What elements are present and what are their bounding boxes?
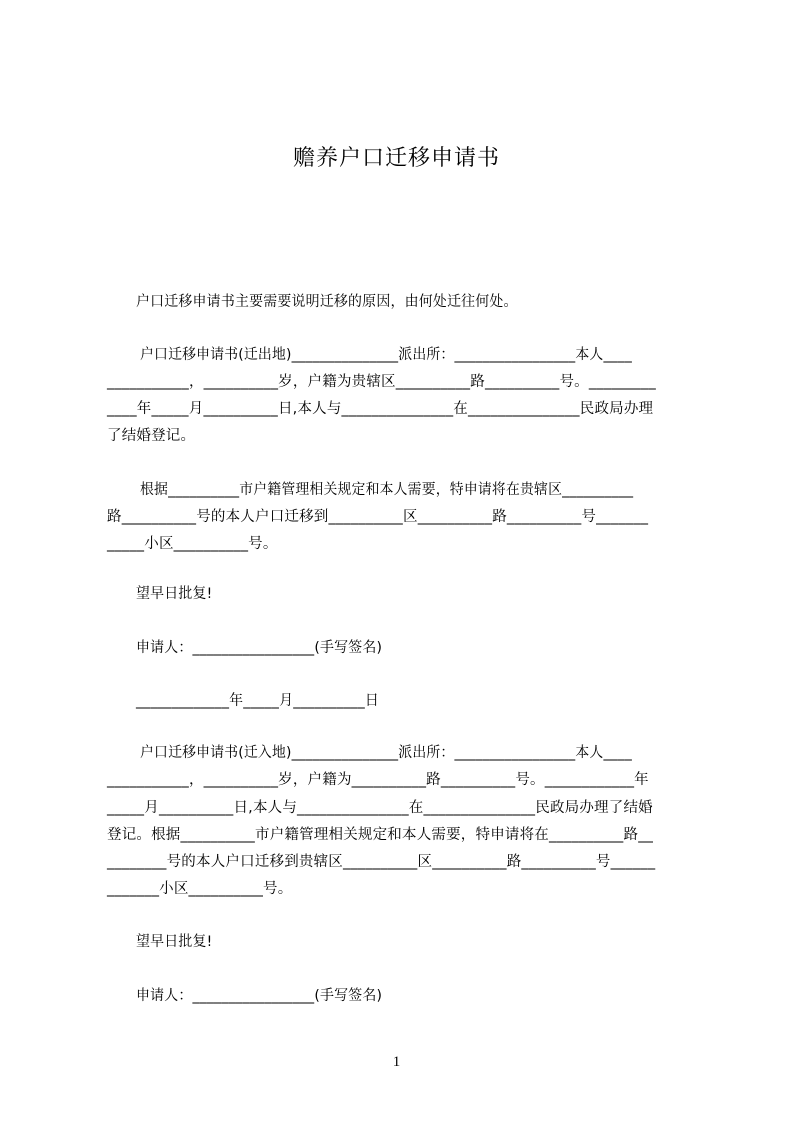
in-line-6: _______小区__________号。 [107, 881, 293, 897]
in-applicant-line: 申请人：_________________(手写签名) [136, 988, 383, 1004]
in-line-5: ________号的本人户口迁移到贵辖区__________区__________路__________号______ [107, 854, 656, 870]
out-basis-line-2: 路__________号的本人户口迁移到__________区__________路__________号_______ [107, 509, 649, 525]
in-line-3: _____月__________日,本人与_______________在_______________民政局办理了结婚 [107, 800, 653, 816]
intro-paragraph: 户口迁移申请书主要需要说明迁移的原因，由何处迁往何处。 [136, 294, 518, 310]
in-line-1: 户口迁移申请书(迁入地)_______________派出所：_________________本人____ [140, 745, 632, 761]
out-applicant-line: 申请人：_________________(手写签名) [136, 640, 383, 656]
out-date-line: _____________年_____月__________日 [136, 693, 380, 709]
out-closing: 望早日批复! [136, 586, 213, 602]
out-basis-line-1: 根据__________市户籍管理相关规定和本人需要，特申请将在贵辖区__________ [140, 482, 634, 498]
out-line-2: ___________，__________岁，户籍为贵辖区__________路__________号。_________ [107, 374, 656, 390]
in-line-4: 登记。根据__________市户籍管理相关规定和本人需要，特申请将在__________路__ [107, 827, 654, 843]
out-line-4: 了结婚登记。 [107, 428, 196, 444]
out-basis-line-3: _____小区__________号。 [107, 536, 278, 552]
page-number: 1 [392, 1054, 401, 1070]
in-line-2: ___________，__________岁，户籍为__________路__________号。____________年 [107, 772, 649, 788]
out-line-1: 户口迁移申请书(迁出地)_______________派出所：_________________本人____ [140, 347, 632, 363]
in-closing: 望早日批复! [136, 934, 213, 950]
out-line-3: ____年_____月__________日,本人与_______________在_______________民政局办理 [107, 401, 654, 417]
document-title: 赡养户口迁移申请书 [292, 146, 500, 171]
